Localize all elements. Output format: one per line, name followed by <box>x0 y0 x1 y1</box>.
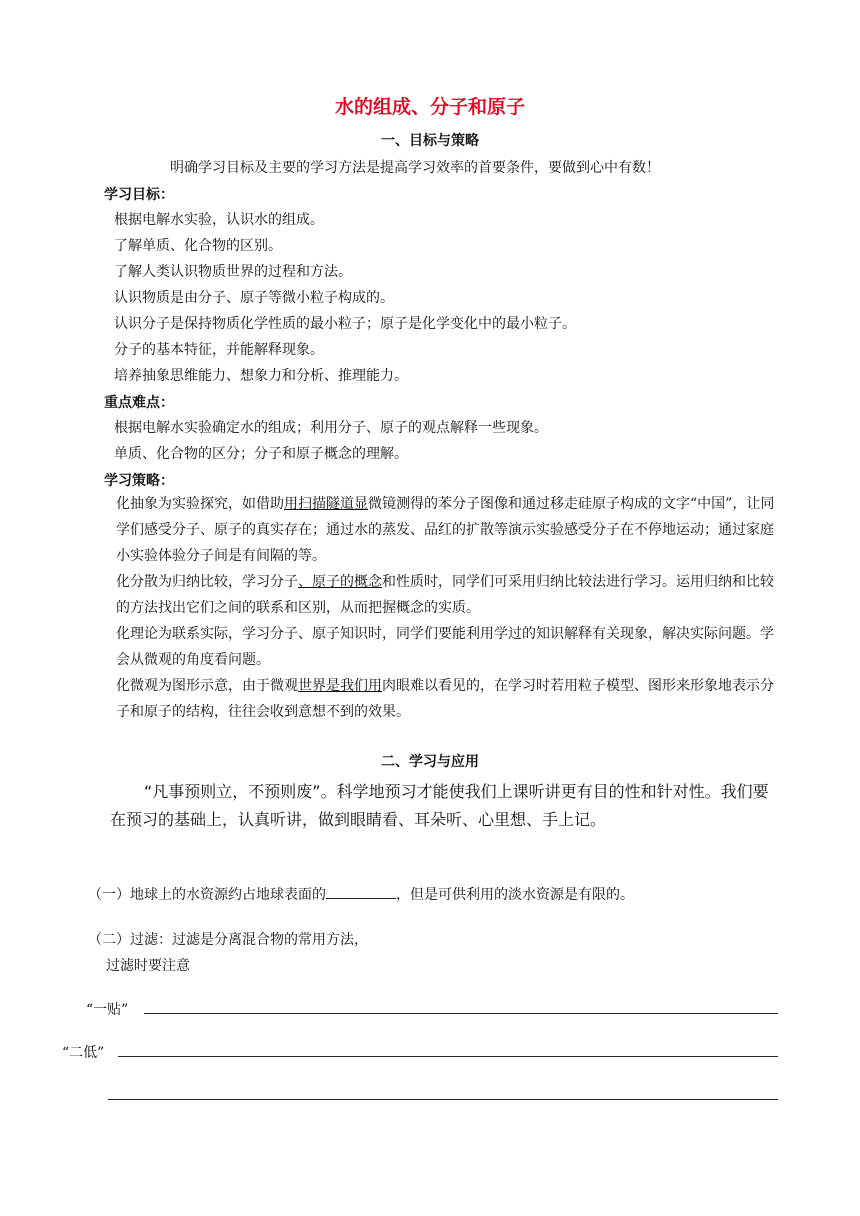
section2-intro: “凡事预则立，不预则废”。科学地预习才能使我们上课听讲更有目的性和针对性。我们要在预习的基础上，认真听讲，做到眼睛看、耳朵听、心里想、手上记。 <box>110 782 769 829</box>
answer-blank[interactable] <box>326 884 396 899</box>
question-2: （二）过滤：过滤是分离混合物的常用方法， <box>88 932 368 948</box>
question-1-number: （一） <box>88 887 130 903</box>
goal-item: 培养抽象思维能力、想象力和分析、推理能力。 <box>114 368 408 384</box>
section1-intro: 明确学习目标及主要的学习方法是提高学习效率的首要条件，要做到心中有数！ <box>170 160 660 176</box>
goal-item: 了解单质、化合物的区别。 <box>114 238 282 254</box>
strategy-label: 学习策略： <box>104 473 174 489</box>
erdi-label: “二低” <box>62 1045 105 1061</box>
yitie-label: “一贴” <box>86 1002 129 1018</box>
extra-answer-line[interactable] <box>108 1099 778 1100</box>
goal-item: 根据电解水实验，认识水的组成。 <box>114 212 324 228</box>
section2-heading: 二、学习与应用 <box>381 754 479 770</box>
goal-item: 认识分子是保持物质化学性质的最小粒子；原子是化学变化中的最小粒子。 <box>114 316 576 332</box>
strategy-paragraph-4: 化微观为图形示意，由于微观世界是我们用肉眼难以看见的，在学习时若用粒子模型、图形来形象地表示分子和原子的结构，往往会收到意想不到的效果。 <box>116 678 774 720</box>
goal-item: 分子的基本特征，并能解释现象。 <box>114 342 324 358</box>
goal-item: 了解人类认识物质世界的过程和方法。 <box>114 264 352 280</box>
section1-heading: 一、目标与策略 <box>381 133 479 149</box>
question-1: （一）地球上的水资源约占地球表面的 ，但是可供利用的淡水资源是有限的。 <box>88 884 634 905</box>
strategy-paragraph-2: 化分散为归纳比较，学习分子、原子的概念和性质时，同学们可采用归纳比较法进行学习。运用归纳和比较的方法找出它们之间的联系和区别，从而把握概念的实质。 <box>116 574 774 616</box>
question-2-note: 过滤时要注意 <box>106 958 190 974</box>
strategy-paragraph-1: 化抽象为实验探究，如借助用扫描隧道显微镜测得的苯分子图像和通过移走硅原子构成的文字“中国”，让同学们感受分子、原子的真实存在；通过水的蒸发、品红的扩散等演示实验感受分子在不停地运动；通过家庭小实验体验分子间是有间隔的等。 <box>116 496 775 564</box>
goal-item: 认识物质是由分子、原子等微小粒子构成的。 <box>114 290 394 306</box>
keypoint-item: 单质、化合物的区分；分子和原子概念的理解。 <box>114 446 408 462</box>
keypoint-item: 根据电解水实验确定水的组成；利用分子、原子的观点解释一些现象。 <box>114 420 548 436</box>
keypoints-label: 重点难点： <box>104 395 174 411</box>
erdi-answer-line[interactable] <box>118 1056 778 1057</box>
goals-label: 学习目标： <box>104 187 174 203</box>
page-title: 水的组成、分子和原子 <box>334 96 525 118</box>
strategy-paragraph-3: 化理论为联系实际，学习分子、原子知识时，同学们要能利用学过的知识解释有关现象，解决实际问题。学会从微观的角度看问题。 <box>116 626 774 668</box>
yitie-answer-line[interactable] <box>144 1013 778 1014</box>
question-2-number: （二） <box>88 932 130 948</box>
